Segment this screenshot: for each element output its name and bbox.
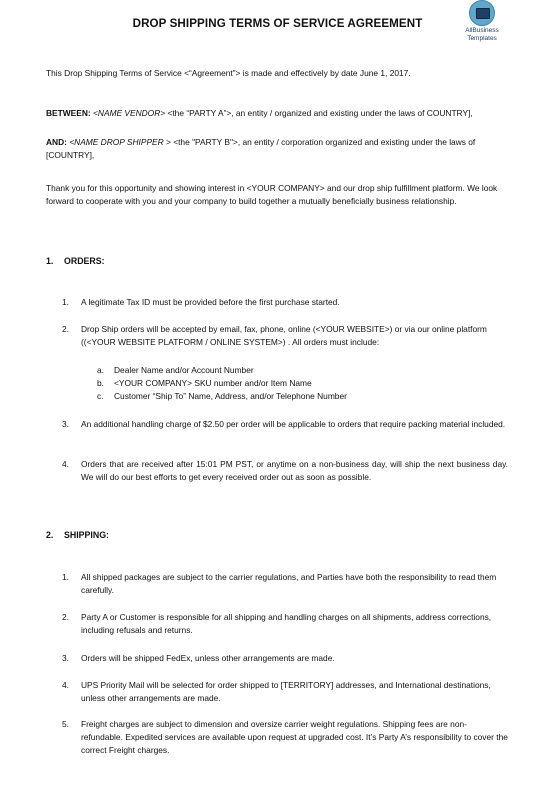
list-item: [62, 571, 508, 597]
between-label: BETWEEN:: [46, 108, 91, 118]
list-item: [62, 679, 508, 705]
list-number: 5.: [62, 719, 69, 729]
logo-line-1: AllBusiness: [465, 27, 499, 34]
list-number: 3.: [62, 653, 69, 663]
logo-line-2: Templates: [467, 35, 497, 42]
list-text: UPS Priority Mail will be selected for order shipped to [TERRITORY] addresses, and International destinations, unless other arrangements are made.: [81, 680, 491, 703]
list-text: All shipped packages are subject to the carrier regulations, and Parties have both the responsibility to read them carefully.: [81, 572, 497, 595]
list-item: [62, 458, 508, 484]
list-item: [62, 296, 508, 309]
list-number: 4.: [62, 459, 69, 469]
section-number: 2.: [46, 530, 54, 540]
list-number: 3.: [62, 419, 69, 429]
sub-list-text: Customer “Ship To” Name, Address, and/or Telephone Number: [114, 391, 347, 401]
list-number: 1.: [62, 572, 69, 582]
list-item: [62, 611, 508, 637]
list-number: 1.: [62, 297, 69, 307]
sub-list-item: [97, 364, 254, 377]
thanks-paragraph: Thank you for this opportunity and showing interest in <YOUR COMPANY> and our drop ship fulfillment platform. We look forward to cooperate with you and your company to build together a mutually beneficially business relationship.: [46, 183, 498, 206]
document-title: DROP SHIPPING TERMS OF SERVICE AGREEMENT: [132, 17, 423, 30]
between-paragraph: [46, 107, 508, 120]
list-number: 2.: [62, 324, 69, 334]
sub-list-letter: c.: [97, 391, 104, 401]
and-text: <the "PARTY B">, an entity / corporation organized and existing under the laws of [COUNTRY],: [46, 137, 476, 160]
list-text: Drop Ship orders will be accepted by email, fax, phone, online (<YOUR WEBSITE>) or via our online platform ((<YOUR WEBSITE PLATFORM / ONLINE SYSTEM>) . All orders must include:: [81, 324, 487, 347]
monitor-icon: [469, 0, 495, 26]
vendor-name: <NAME VENDOR>: [93, 108, 166, 118]
list-text: Freight charges are subject to dimension and oversize carrier weight regulations. Shipping fees are non-refundable. Expedited services are available upon request at upgraded cost. It’s Party A’s responsibility to cover the correct Freight charges.: [81, 719, 508, 755]
sub-list-letter: b.: [97, 378, 104, 388]
section-number: 1.: [46, 256, 54, 266]
intro-paragraph: This Drop Shipping Terms of Service <“Agreement”> is made and effectively by date June 1, 2017.: [46, 68, 411, 78]
sub-list-letter: a.: [97, 365, 104, 375]
list-item: [62, 323, 508, 349]
sub-list-item: [97, 390, 347, 403]
list-number: 4.: [62, 680, 69, 690]
drop-shipper-name: <NAME DROP SHIPPER >: [69, 137, 171, 147]
list-text: Orders will be shipped FedEx, unless other arrangements are made.: [81, 653, 335, 663]
list-text: Party A or Customer is responsible for all shipping and handling charges on all shipments, address corrections, including refusals and returns.: [81, 612, 492, 635]
list-item: [62, 718, 508, 757]
sub-list-text: Dealer Name and/or Account Number: [114, 365, 254, 375]
between-text: <the “PARTY A”>, an entity / organized and existing under the laws of COUNTRY],: [165, 108, 473, 118]
brand-logo: [458, 0, 506, 42]
section-title: ORDERS:: [64, 256, 105, 266]
section-heading-orders: [46, 256, 105, 266]
list-text: Orders that are received after 15:01 PM PST, or anytime on a non-business day, will ship the next business day. We will do our best efforts to get every received order out as soon as possible.: [81, 459, 508, 482]
list-text: An additional handling charge of $2.50 per order will be applicable to orders that require packing material included.: [81, 419, 506, 429]
sub-list-text: <YOUR COMPANY> SKU number and/or Item Name: [114, 378, 312, 388]
section-title: SHIPPING:: [64, 530, 109, 540]
section-heading-shipping: [46, 530, 109, 540]
list-item: [62, 652, 508, 665]
list-text: A legitimate Tax ID must be provided before the first purchase started.: [81, 297, 340, 307]
list-number: 2.: [62, 612, 69, 622]
and-paragraph: [46, 136, 508, 162]
and-label: AND:: [46, 137, 67, 147]
sub-list-item: [97, 377, 312, 390]
list-item: [62, 418, 508, 431]
